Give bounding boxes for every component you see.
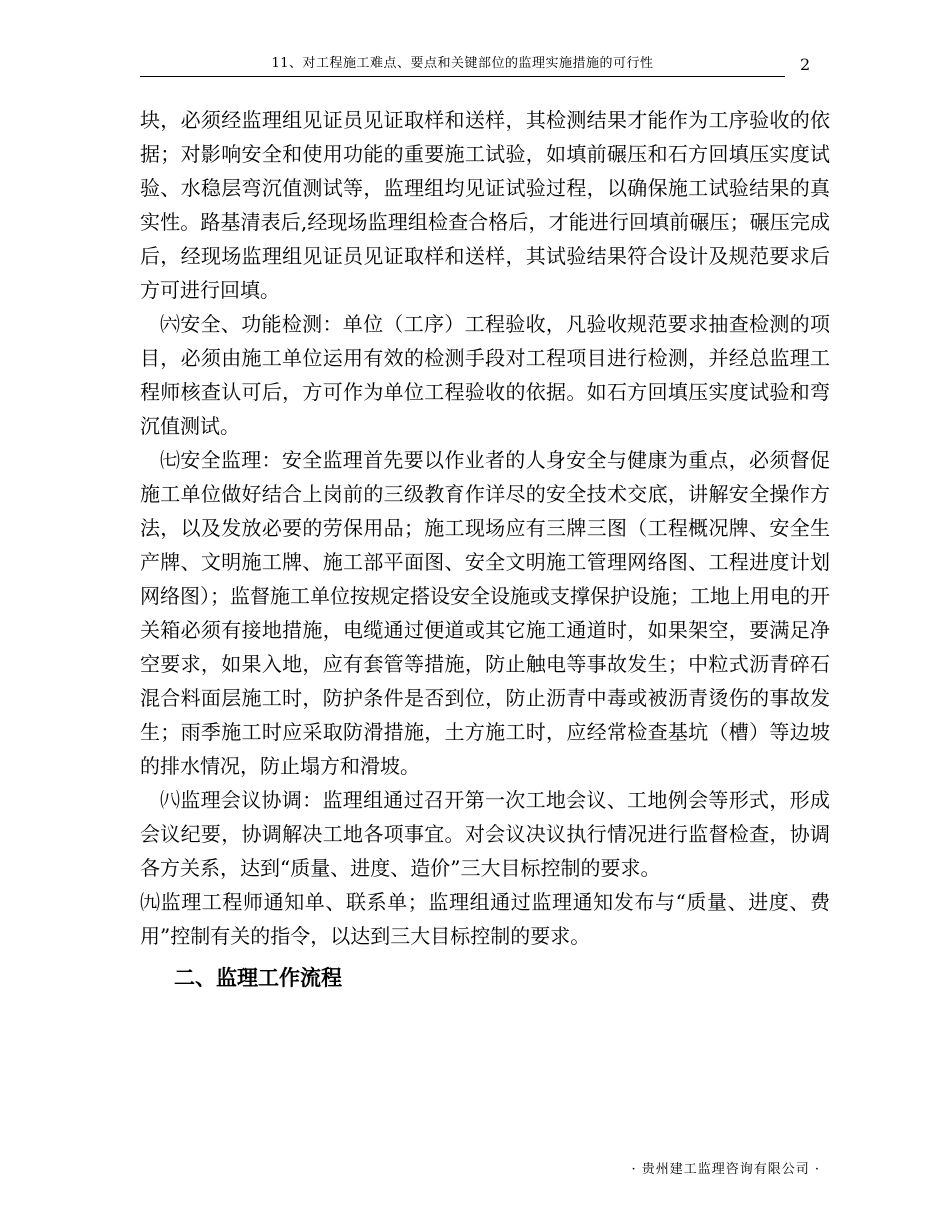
paragraph-meeting-coordination: ㈧监理会议协调：监理组通过召开第一次工地会议、工地例会等形式，形成会议纪要，协调解决工地各项事宜。对会议决议执行情况进行监督检查，协调各方关系，达到“质量、进度、造价”三大目标控制的要求。 xyxy=(140,788,830,880)
paragraph-continuation: 块，必须经监理组见证员见证取样和送样，其检测结果才能作为工序验收的依据；对影响安全和使用功能的重要施工试验，如填前碾压和石方回填压实度试验、水稳层弯沉值测试等，监理组均见证试验过程，以确保施工试验结果的真实性。路基清表后,经现场监理组检查合格后，才能进行回填前碾压；碾压完成后，经现场监理组见证员见证取样和送样，其试验结果符合设计及规范要求后方可进行回填。 xyxy=(140,108,830,302)
paragraph-safety-function-testing: ㈥安全、功能检测：单位（工序）工程验收，凡验收规范要求抽查检测的项目，必须由施工单位运用有效的检测手段对工程项目进行检测，并经总监理工程师核查认可后，方可作为单位工程验收的依据。如石方回填压实度试验和弯沉值测试。 xyxy=(140,312,830,438)
page-number: 2 xyxy=(800,55,811,74)
page-header xyxy=(140,56,785,77)
header-title: 11、对工程施工难点、要点和关键部位的监理实施措施的可行性 xyxy=(271,56,654,71)
paragraph-engineer-notice: ㈨监理工程师通知单、联系单；监理组通过监理通知发布与“质量、进度、费用”控制有关的指令，以达到三大目标控制的要求。 xyxy=(140,890,830,948)
page-footer: · 贵州建工监理咨询有限公司 · xyxy=(631,1162,820,1177)
section-heading: 二、监理工作流程 xyxy=(174,965,342,990)
paragraph-safety-supervision: ㈦安全监理：安全监理首先要以作业者的人身安全与健康为重点，必须督促施工单位做好结合上岗前的三级教育作详尽的安全技术交底，讲解安全操作方法，以及发放必要的劳保用品；施工现场应有三牌三图（工程概况牌、安全生产牌、文明施工牌、施工部平面图、安全文明施工管理网络图、工程进度计划网络图）；监督施工单位按规定搭设安全设施或支撑保护设施；工地上用电的开关箱必须有接地措施，电缆通过便道或其它施工通道时，如果架空，要满足净空要求，如果入地，应有套管等措施，防止触电等事故发生；中粒式沥青碎石混合料面层施工时，防护条件是否到位，防止沥青中毒或被沥青烫伤的事故发生；雨季施工时应采取防滑措施，土方施工时，应经常检查基坑（槽）等边坡的排水情况，防止塌方和滑坡。 xyxy=(140,448,830,778)
document-body xyxy=(140,103,830,995)
